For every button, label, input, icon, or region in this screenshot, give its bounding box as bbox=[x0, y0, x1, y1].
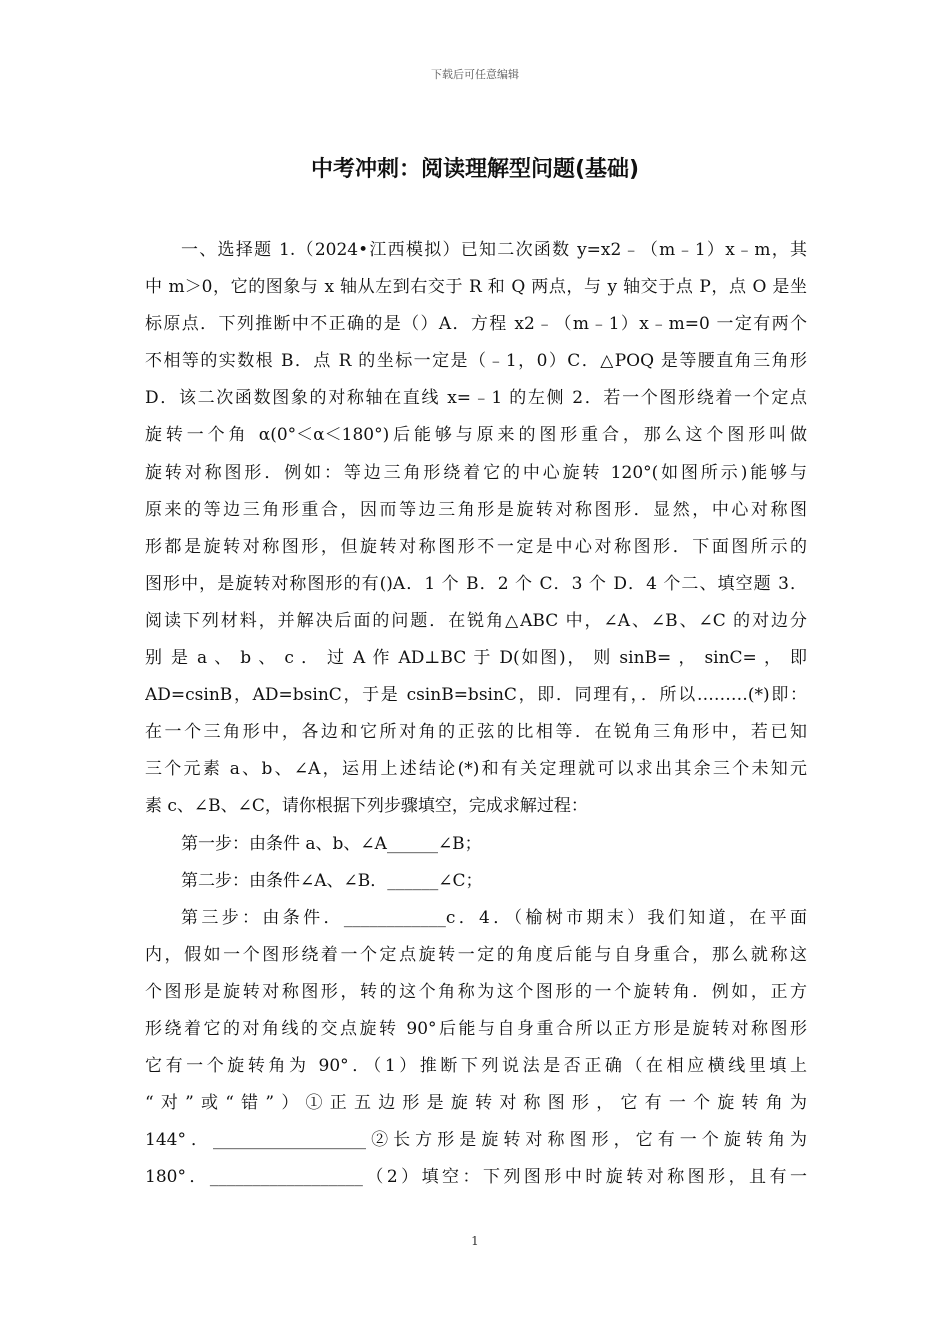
text-line: 阅读下列材料，并解决后面的问题．在锐角△ABC 中，∠A、∠B、∠C 的对边分 bbox=[145, 610, 807, 631]
document-body bbox=[145, 232, 807, 1196]
text-line: 在一个三角形中，各边和它所对角的正弦的比相等．在锐角三角形中，若已知 bbox=[145, 722, 807, 743]
text-line: 旋转对称图形．例如：等边三角形绕着它的中心旋转 120°(如图所示)能够与 bbox=[145, 462, 807, 483]
text-line: 别 是 a 、 b 、 c ． 过 A 作 AD⊥BC 于 D(如图)， 则 sinB= ， sinC= ， 即 bbox=[145, 648, 807, 669]
text-line: 它有一个旋转角为 90°．（1）推断下列说法是否正确（在相应横线里填上 bbox=[145, 1056, 807, 1077]
text-line: 第二步：由条件∠A、∠B．______∠C； bbox=[181, 870, 483, 891]
text-line: 180°．__________________（2）填空：下列图形中时旋转对称图形，且有一 bbox=[145, 1167, 807, 1188]
text-line: 三个元素 a、b、∠A，运用上述结论(*)和有关定理就可以求出其余三个未知元 bbox=[145, 759, 807, 780]
text-line: 一、选择题 1.（2024•江西模拟）已知二次函数 y=x2﹣（m﹣1）x﹣m，其 bbox=[181, 240, 807, 260]
text-line: 旋转一个角 α(0°＜α＜180°)后能够与原来的图形重合，那么这个图形叫做 bbox=[145, 425, 807, 446]
text-line: 不相等的实数根 B．点 R 的坐标一定是（﹣1，0）C．△POQ 是等腰直角三角形 bbox=[145, 351, 807, 372]
page-header: 下载后可任意编辑 bbox=[431, 68, 519, 81]
text-line: 第三步：由条件．____________c．4．（榆树市期末）我们知道，在平面 bbox=[181, 907, 807, 928]
text-line: 形绕着它的对角线的交点旋转 90°后能与自身重合所以正方形是旋转对称图形 bbox=[145, 1018, 807, 1039]
text-line: 标原点．下列推断中不正确的是（）A．方程 x2﹣（m﹣1）x﹣m=0 一定有两个 bbox=[145, 314, 807, 335]
text-line: 形都是旋转对称图形，但旋转对称图形不一定是中心对称图形．下面图所示的 bbox=[145, 536, 807, 557]
document-title: 中考冲刺：阅读理解型问题(基础) bbox=[310, 157, 640, 182]
text-line: 内，假如一个图形绕着一个定点旋转一定的角度后能与自身重合，那么就称这 bbox=[145, 944, 807, 965]
text-line: 144°．__________________②长方形是旋转对称图形，它有一个旋转角为 bbox=[145, 1130, 807, 1151]
text-line: “对”或“错”）①正五边形是旋转对称图形，它有一个旋转角为 bbox=[145, 1093, 807, 1114]
text-line: 图形中，是旋转对称图形的有()A．1 个 B．2 个 C．3 个 D．4 个二、填空题 3． bbox=[145, 573, 807, 594]
text-line: AD=csinB，AD=bsinC，于是 csinB=bsinC，即．同理有，．所以………(*)即： bbox=[145, 685, 807, 706]
text-line: 原来的等边三角形重合，因而等边三角形是旋转对称图形．显然，中心对称图 bbox=[145, 499, 807, 520]
text-line: 中 m＞0，它的图象与 x 轴从左到右交于 R 和 Q 两点，与 y 轴交于点 P，点 O 是坐 bbox=[145, 277, 807, 298]
text-line: 第一步：由条件 a、b、∠A______∠B； bbox=[181, 833, 482, 854]
page-number: 1 bbox=[471, 1234, 479, 1248]
text-line: D．该二次函数图象的对称轴在直线 x=﹣1 的左侧 2．若一个图形绕着一个定点 bbox=[145, 388, 807, 409]
text-line: 素 c、∠B、∠C，请你根据下列步骤填空，完成求解过程： bbox=[145, 796, 588, 817]
text-line: 个图形是旋转对称图形，转的这个角称为这个图形的一个旋转角．例如，正方 bbox=[145, 981, 807, 1002]
